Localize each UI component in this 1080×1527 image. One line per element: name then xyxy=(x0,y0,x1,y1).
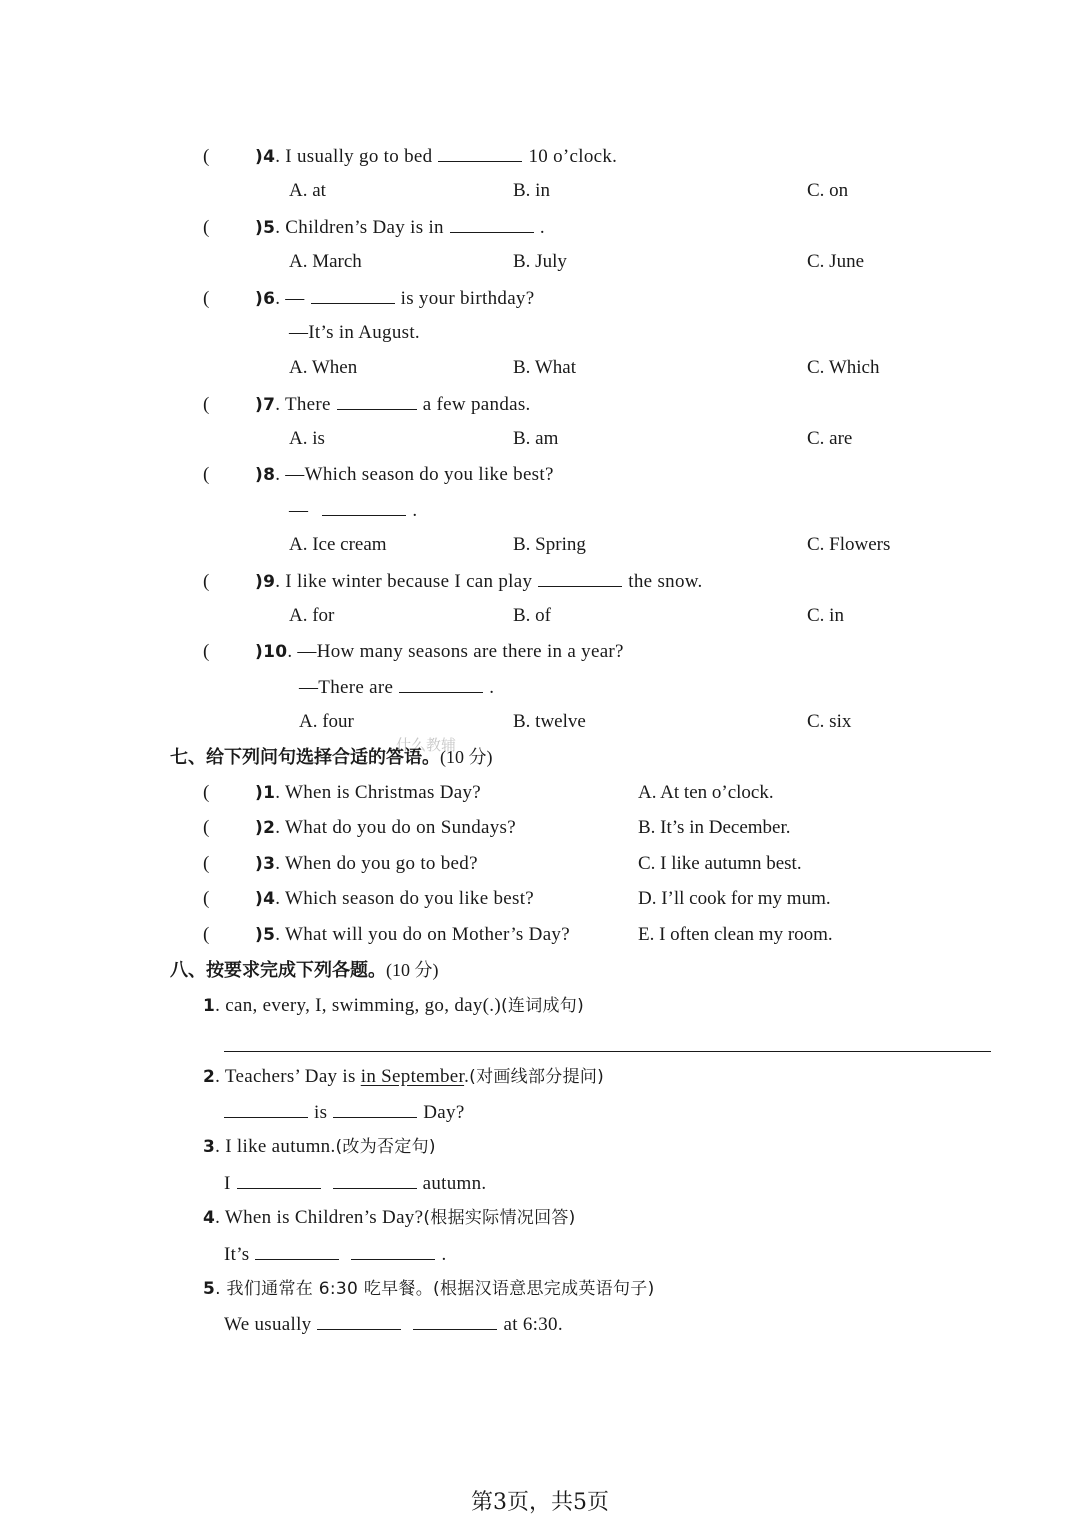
answer-blank[interactable] xyxy=(450,214,534,233)
answer-blank[interactable] xyxy=(333,1170,417,1189)
page-footer: 第3页，共5页 xyxy=(471,1490,609,1515)
answer-blank[interactable] xyxy=(311,285,395,304)
question-7: ( )7. There a few pandas. xyxy=(203,391,531,418)
task-1: 1. can, every, I, swimming, go, day(.)(连词成句) xyxy=(203,995,585,1016)
answer-blank[interactable] xyxy=(333,1099,417,1118)
question-5: ( )5. Children’s Day is in . xyxy=(203,214,545,241)
match-answer-d: D. I’ll cook for my mum. xyxy=(638,888,831,909)
answer-blank[interactable] xyxy=(224,1099,308,1118)
question-4: ( )4. I usually go to bed 10 o’clock. xyxy=(203,143,617,170)
option-c: C. are xyxy=(807,428,853,449)
question-10-reply: —There are . xyxy=(299,674,494,701)
option-a: A. four xyxy=(299,711,354,732)
match-question-1: ( )1. When is Christmas Day? xyxy=(203,782,481,803)
question-6: ( )6. — is your birthday? xyxy=(203,285,534,312)
question-8-reply: — . xyxy=(289,497,417,524)
answer-blank[interactable] xyxy=(317,1311,401,1330)
answer-blank[interactable] xyxy=(413,1311,497,1330)
option-b: B. am xyxy=(513,428,559,449)
task-3-answer: I autumn. xyxy=(224,1170,486,1197)
option-a: A. March xyxy=(289,251,362,272)
option-c: C. in xyxy=(807,605,844,626)
answer-blank[interactable] xyxy=(538,568,622,587)
answer-blank[interactable] xyxy=(337,391,417,410)
option-a: A. Ice cream xyxy=(289,534,387,555)
question-9: ( )9. I like winter because I can play the snow. xyxy=(203,568,703,595)
question-10: ( )10. —How many seasons are there in a year? xyxy=(203,641,624,662)
question-8: ( )8. —Which season do you like best? xyxy=(203,464,554,485)
match-question-4: ( )4. Which season do you like best? xyxy=(203,888,535,909)
match-answer-c: C. I like autumn best. xyxy=(638,853,802,874)
task-2-answer: is Day? xyxy=(218,1099,465,1126)
answer-blank[interactable] xyxy=(255,1241,339,1260)
match-answer-b: B. It’s in December. xyxy=(638,817,791,838)
answer-line[interactable] xyxy=(224,1051,991,1052)
answer-blank[interactable] xyxy=(351,1241,435,1260)
option-b: B. of xyxy=(513,605,551,626)
match-answer-a: A. At ten o’clock. xyxy=(638,782,774,803)
task-2: 2. Teachers’ Day is in September.(对画线部分提问) xyxy=(203,1066,605,1087)
task-4-answer: It’s . xyxy=(224,1241,447,1268)
task-3: 3. I like autumn.(改为否定句) xyxy=(203,1136,436,1157)
section-7-heading: 七、给下列问句选择合适的答语。(10 分) xyxy=(170,747,493,768)
option-b: B. What xyxy=(513,357,576,378)
watermark: 什么教辅 xyxy=(396,736,457,754)
answer-blank[interactable] xyxy=(322,497,406,516)
underlined-phrase: in September xyxy=(360,1066,465,1087)
option-c: C. Which xyxy=(807,357,880,378)
option-a: A. for xyxy=(289,605,335,626)
task-4: 4. When is Children’s Day?(根据实际情况回答) xyxy=(203,1207,576,1228)
option-c: C. Flowers xyxy=(807,534,891,555)
match-answer-e: E. I often clean my room. xyxy=(638,924,833,945)
match-question-3: ( )3. When do you go to bed? xyxy=(203,853,478,874)
option-b: B. in xyxy=(513,180,550,201)
option-c: C. six xyxy=(807,711,852,732)
option-a: A. at xyxy=(289,180,326,201)
option-b: B. July xyxy=(513,251,567,272)
option-b: B. Spring xyxy=(513,534,586,555)
question-6-reply: —It’s in August. xyxy=(289,322,420,343)
answer-blank[interactable] xyxy=(237,1170,321,1189)
answer-blank[interactable] xyxy=(438,143,522,162)
task-5-answer: We usually at 6:30. xyxy=(224,1311,563,1338)
option-c: C. on xyxy=(807,180,849,201)
option-b: B. twelve xyxy=(513,711,586,732)
answer-blank[interactable] xyxy=(399,674,483,693)
option-c: C. June xyxy=(807,251,864,272)
match-question-2: ( )2. What do you do on Sundays? xyxy=(203,817,516,838)
match-question-5: ( )5. What will you do on Mother’s Day? xyxy=(203,924,570,945)
section-8-heading: 八、按要求完成下列各题。(10 分) xyxy=(170,960,439,981)
option-a: A. When xyxy=(289,357,358,378)
option-a: A. is xyxy=(289,428,325,449)
task-5: 5. 我们通常在 6:30 吃早餐。(根据汉语意思完成英语句子) xyxy=(203,1279,655,1299)
